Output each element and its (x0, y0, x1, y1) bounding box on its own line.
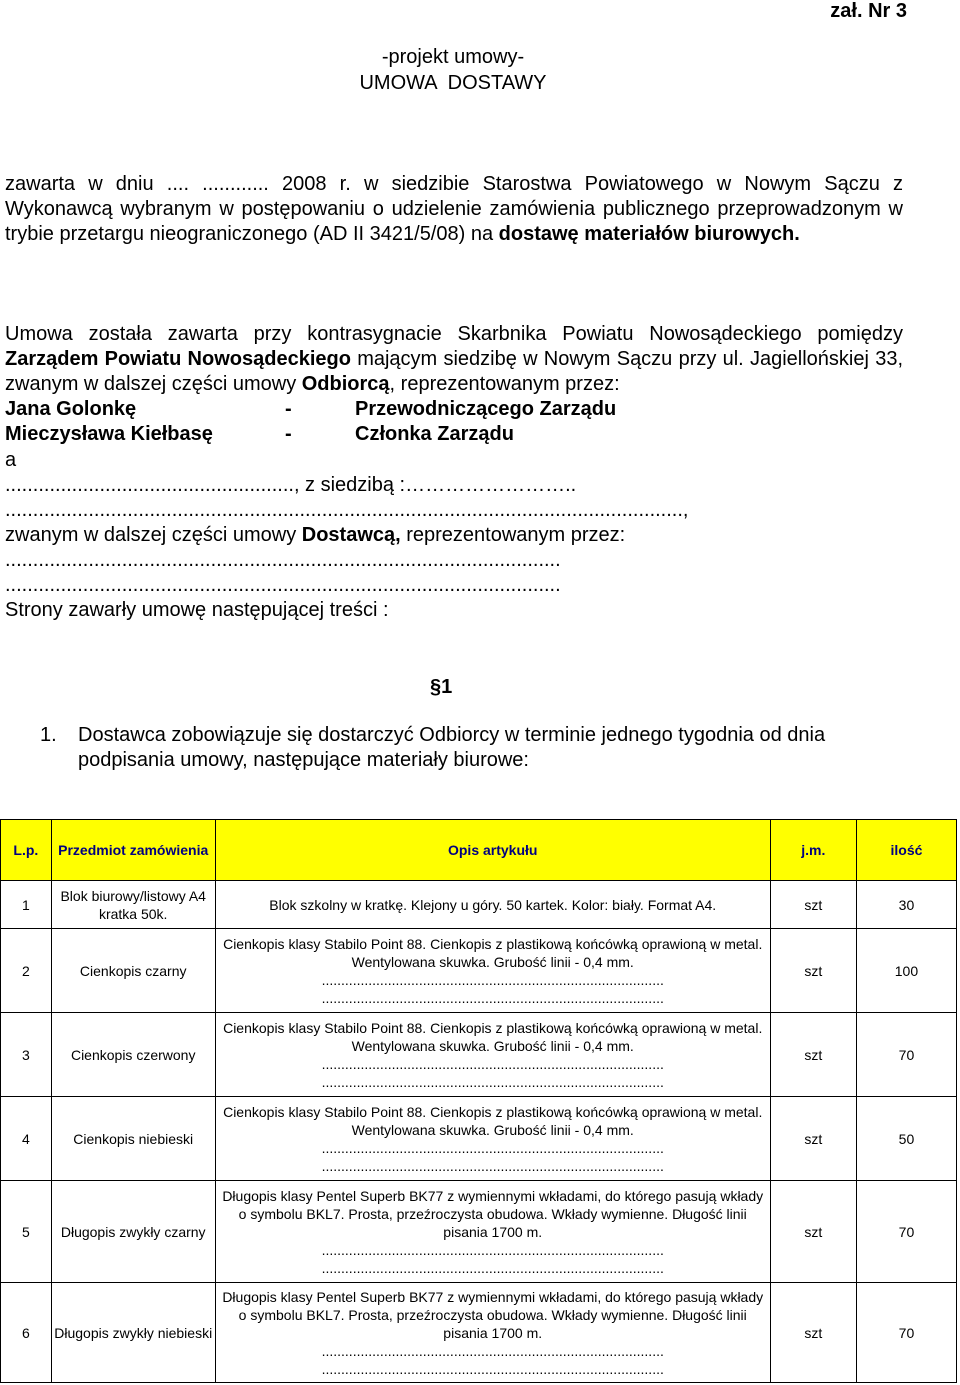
description-text: Cienkopis klasy Stabilo Point 88. Cienkopis z plastikową końcówką oprawioną w metal. Wentylowana skuwka. Grubość linii - 0,4 mm. (223, 1103, 763, 1138)
contractor-line (5, 523, 625, 548)
closing-statement: Strony zawarły umowę następującej treści : (5, 599, 389, 621)
parties-paragraph (5, 322, 903, 397)
row-description (215, 1283, 770, 1383)
row-unit: szt (770, 1013, 856, 1097)
row-lp: 2 (1, 929, 52, 1013)
row-lp: 3 (1, 1013, 52, 1097)
intro-subject: dostawę materiałów biurowych. (498, 223, 800, 245)
row-description (215, 1181, 770, 1283)
rep2-role: Członka Zarządu (355, 423, 514, 445)
contractor-dots-line: .........................................................................................................................., (5, 499, 689, 521)
contractor-label: Dostawcą, (301, 524, 401, 546)
parties-text-1: Umowa została zawarta przy kontrasygnacie Skarbnika Powiatu Nowosądeckiego pomiędzy (5, 323, 903, 345)
item-text: Dostawca zobowiązuje się dostarczyć Odbiorcy w terminie jednego tygodnia od dnia podpisania umowy, następujące materiały biurowe: (78, 724, 826, 771)
conjunction-a: a (5, 449, 17, 471)
rep1-dash: - (285, 398, 292, 420)
rep1-role: Przewodniczącego Zarządu (355, 398, 617, 420)
buyer-label: Odbiorcą (301, 373, 390, 395)
row-description (215, 929, 770, 1013)
row-description: Blok szkolny w kratkę. Klejony u góry. 50 kartek. Kolor: biały. Format A4. (215, 881, 770, 929)
header-description: Opis artykułu (215, 820, 770, 881)
description-dots: ........................................................................................ (321, 1139, 664, 1156)
section-sign: §1 (430, 676, 453, 698)
row-item: Cienkopis czerwony (51, 1013, 215, 1097)
row-quantity: 100 (856, 929, 956, 1013)
row-lp: 1 (1, 881, 52, 929)
parties-text-2: mającym siedzibę w Nowym Sączu przy ul. Jagiellońskiej 33, zwanym w dalszej części umowy (5, 348, 904, 395)
table-row (1, 1013, 957, 1097)
row-lp: 4 (1, 1097, 52, 1181)
attachment-number: zał. Nr 3 (830, 0, 907, 22)
header-lp: L.p. (1, 820, 52, 881)
rep2-name: Mieczysława Kiełbasę (5, 423, 213, 445)
description-dots: ........................................................................................ (321, 1157, 664, 1174)
description-dots: ........................................................................................ (321, 1073, 664, 1090)
row-item: Długopis zwykły niebieski (51, 1283, 215, 1383)
row-unit: szt (770, 929, 856, 1013)
row-description (215, 1013, 770, 1097)
row-quantity: 70 (856, 1283, 956, 1383)
description-text: Cienkopis klasy Stabilo Point 88. Cienkopis z plastikową końcówką oprawioną w metal. Wentylowana skuwka. Grubość linii - 0,4 mm. (223, 935, 763, 970)
description-dots: ........................................................................................ (321, 1342, 664, 1359)
document-subtitle: -projekt umowy- (381, 46, 525, 68)
row-quantity: 50 (856, 1097, 956, 1181)
contractor-rep-dots-1: .................................................................................................... (5, 549, 561, 571)
table-row (1, 1097, 957, 1181)
contractor-rep-dots-2: .................................................................................................... (5, 574, 561, 596)
document-title: UMOWA DOSTAWY (359, 72, 547, 94)
row-unit: szt (770, 1181, 856, 1283)
description-text: Długopis klasy Pentel Superb BK77 z wymiennymi wkładami, do którego pasują wkłady o symbolu BKL7. Prosta, przeźroczysta obudowa. Wkłady wymienne. Długość linii pisania 1700 m. (222, 1187, 764, 1240)
header-unit: j.m. (770, 820, 856, 881)
intro-text: zawarta w dniu .... ............ 2008 r. w siedzibie Starostwa Powiatowego w Nowym Sączu z Wykonawcą wybranym w postępowaniu o udzielenie zamówienia publicznego przeprowadzonym w trybie przetargu nieograniczonego (AD II 3421/5/08) na (5, 173, 903, 245)
parties-text-3: , reprezentowanym przez: (389, 373, 620, 395)
rep1-name: Jana Golonkę (5, 398, 137, 420)
row-item: Blok biurowy/listowy A4 kratka 50k. (51, 881, 215, 929)
description-dots: ........................................................................................ (321, 1259, 664, 1276)
contractor-pre: zwanym w dalszej części umowy (5, 524, 302, 546)
table-header-row (1, 820, 957, 881)
row-item: Długopis zwykły czarny (51, 1181, 215, 1283)
row-lp: 5 (1, 1181, 52, 1283)
section-item-1 (40, 723, 904, 773)
description-dots: ........................................................................................ (321, 1241, 664, 1258)
row-unit: szt (770, 1097, 856, 1181)
description-text: Długopis klasy Pentel Superb BK77 z wymiennymi wkładami, do którego pasują wkłady o symbolu BKL7. Prosta, przeźroczysta obudowa. Wkłady wymienne. Długość linii pisania 1700 m. (222, 1288, 764, 1341)
row-quantity: 70 (856, 1013, 956, 1097)
table-row (1, 929, 957, 1013)
row-unit: szt (770, 881, 856, 929)
description-dots: ........................................................................................ (321, 971, 664, 988)
row-quantity: 30 (856, 881, 956, 929)
header-item: Przedmiot zamówienia (51, 820, 215, 881)
representative-2 (5, 422, 514, 447)
description-dots: ........................................................................................ (321, 1055, 664, 1072)
contractor-seat-line: ...................................................., z siedzibą :…………………….. (5, 474, 577, 496)
rep2-dash: - (285, 423, 292, 445)
intro-paragraph (5, 172, 903, 247)
header-quantity: ilość (856, 820, 956, 881)
buyer-board: Zarządem Powiatu Nowosądeckiego (5, 348, 351, 370)
description-dots: ........................................................................................ (321, 989, 664, 1006)
row-unit: szt (770, 1283, 856, 1383)
row-lp: 6 (1, 1283, 52, 1383)
row-description (215, 1097, 770, 1181)
table-row (1, 881, 957, 929)
description-text: Cienkopis klasy Stabilo Point 88. Cienkopis z plastikową końcówką oprawioną w metal. Wentylowana skuwka. Grubość linii - 0,4 mm. (223, 1019, 763, 1054)
item-number: 1. (40, 724, 57, 746)
row-item: Cienkopis czarny (51, 929, 215, 1013)
row-quantity: 70 (856, 1181, 956, 1283)
table-row (1, 1181, 957, 1283)
table-row (1, 1283, 957, 1383)
order-table (0, 819, 957, 1383)
row-item: Cienkopis niebieski (51, 1097, 215, 1181)
description-dots: ........................................................................................ (321, 1360, 664, 1377)
representative-1 (5, 397, 616, 422)
contractor-post: reprezentowanym przez: (400, 524, 626, 546)
